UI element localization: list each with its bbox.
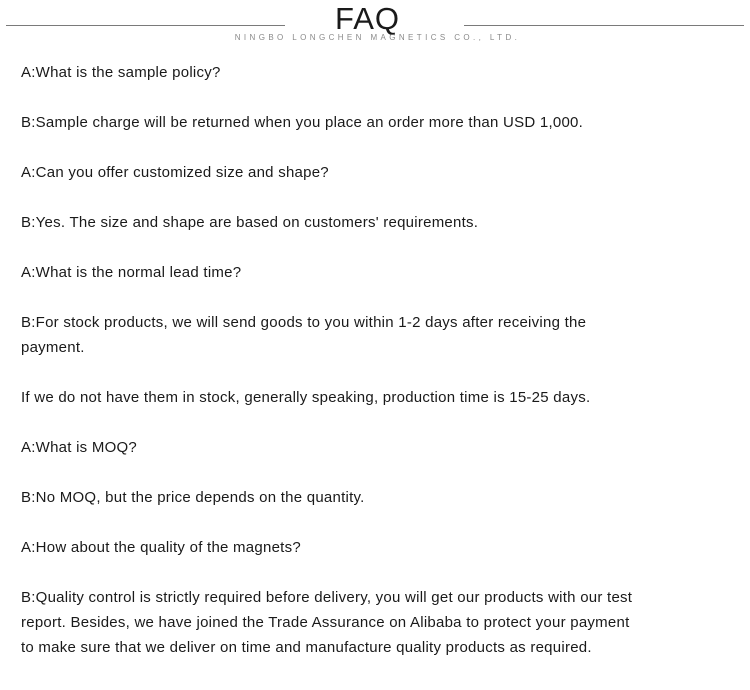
faq-question-moq: A:What is MOQ? — [21, 439, 138, 456]
faq-content — [21, 60, 641, 685]
faq-answer-quality: B:Quality control is strictly required before delivery, you will get our products with our test report. Besides, we have joined the Trade Assurance on Alibaba to protect your payment to make sure that we deliver on time and manufacture quality products as required. — [21, 589, 633, 656]
faq-answer-lead-time: B:For stock products, we will send goods to you within 1-2 days after receiving the payment. — [21, 314, 587, 356]
faq-question-sample-policy: A:What is the sample policy? — [21, 64, 221, 81]
faq-answer-sample-policy: B:Sample charge will be returned when you place an order more than USD 1,000. — [21, 114, 584, 131]
faq-answer-customization: B:Yes. The size and shape are based on customers' requirements. — [21, 214, 479, 231]
company-subtitle: NINGBO LONGCHEN MAGNETICS CO., LTD. — [234, 33, 521, 42]
faq-question-customization: A:Can you offer customized size and shape? — [21, 164, 329, 181]
faq-question-quality: A:How about the quality of the magnets? — [21, 539, 301, 556]
faq-question-lead-time: A:What is the normal lead time? — [21, 264, 242, 281]
faq-answer-lead-time-extra: If we do not have them in stock, generally speaking, production time is 15-25 days. — [21, 389, 591, 406]
faq-answer-moq: B:No MOQ, but the price depends on the quantity. — [21, 489, 365, 506]
page-title: FAQ — [334, 1, 400, 36]
faq-header — [0, 0, 750, 50]
